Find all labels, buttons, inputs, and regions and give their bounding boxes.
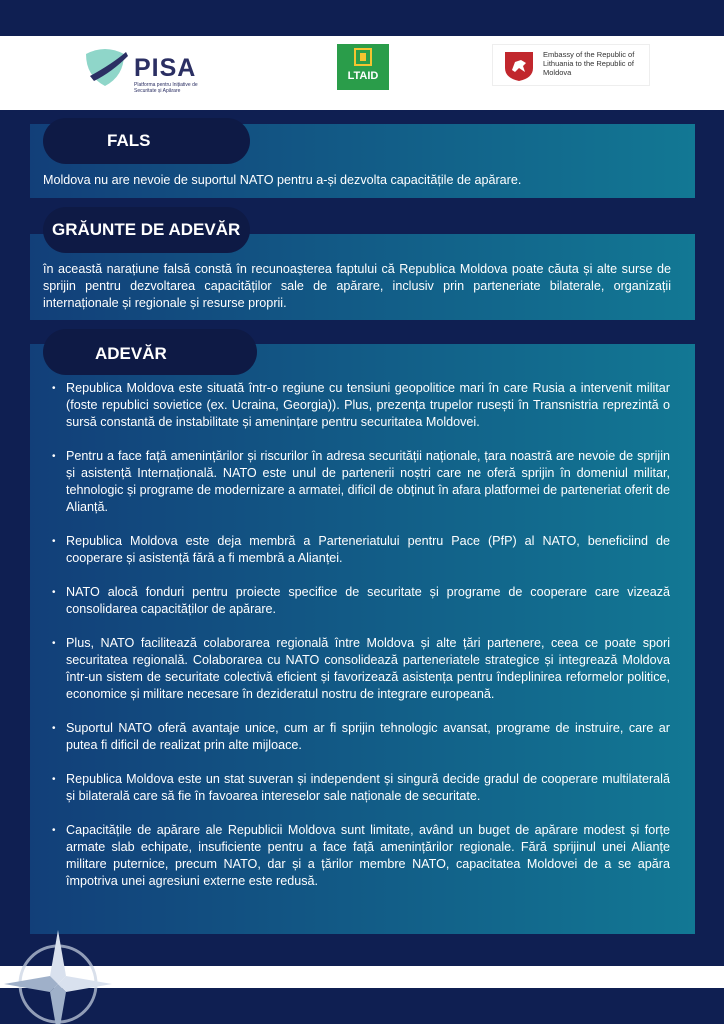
ltaid-name: LTAID bbox=[347, 70, 379, 82]
list-item bbox=[48, 822, 670, 890]
embassy-logo bbox=[492, 44, 650, 86]
header-logos bbox=[0, 36, 724, 110]
list-item-text: Plus, NATO facilitează colaborarea regională între Moldova și alte țări partenere, ceea ce poate spori securitatea regională. Colaborarea cu NATO consolidează parteneriatele strategice și integrează Moldova într-un sistem de securitate colectivă eficient și favorizează asistența pentru îndeplinirea reformelor politice, economice și militare necesare în dezideratul nostru de integrare europeană. bbox=[66, 636, 670, 701]
list-item-text: Capacitățile de apărare ale Republicii Moldova sunt limitate, având un buget de apărare modest și forțe armate slab echipate, insuficiente pentru a face față amenințărilor regionale. Fără sprijinul unei Alianțe militare puternice, precum NATO, dar și a țărilor membre NATO, capacitatea Moldovei de a se apăra împotriva unei agresiuni externe este redusă. bbox=[66, 823, 670, 888]
bullet-icon: • bbox=[52, 825, 56, 836]
bullet-icon: • bbox=[52, 723, 56, 734]
fals-heading: FALS bbox=[107, 131, 151, 150]
bullet-icon: • bbox=[52, 383, 56, 394]
lithuania-coat-of-arms-icon bbox=[503, 50, 535, 82]
list-item-text: Pentru a face față amenințărilor și riscurilor în adresa securității naționale, țara noastră are nevoie de sprijin și asistență Internațională. NATO este unul de partenerii noștri care ne oferă sprijin în domeniul militar, tehnologic și programe de modernizare a armatei, dificil de obținut în afara platformei de parteneriat oferit de Alianță. bbox=[66, 449, 670, 514]
fals-text: Moldova nu are nevoie de suportul NATO pentru a-și dezvolta capacitățile de apărare. bbox=[43, 173, 522, 187]
fals-heading-pill bbox=[43, 118, 250, 164]
graunte-heading: GRĂUNTE DE ADEVĂR bbox=[52, 220, 241, 239]
bullet-icon: • bbox=[52, 774, 56, 785]
adevar-heading: ADEVĂR bbox=[95, 344, 167, 363]
pisa-name: PISA bbox=[134, 54, 197, 82]
pisa-shield-icon bbox=[82, 46, 128, 88]
list-item-text: Republica Moldova este situată într-o regiune cu tensiuni geopolitice mari în care Rusia a intervenit militar (foste republici sovietice (ex. Ucraina, Georgia)). Plus, prezența trupelor rusești în Transnistria reprezintă o sursă constantă de instabilitate și amenințare pentru securitatea Moldovei. bbox=[66, 381, 670, 429]
ltaid-emblem-icon bbox=[354, 48, 372, 66]
list-item-text: Suportul NATO oferă avantaje unice, cum ar fi sprijin tehnologic avansat, programe de instruire, care ar putea fi dificil de realizat prin alte mijloace. bbox=[66, 721, 670, 752]
list-item bbox=[48, 720, 670, 754]
list-item bbox=[48, 635, 670, 703]
list-item bbox=[48, 533, 670, 567]
pisa-subtitle: Platforma pentru Inițiative de Securitate și Apărare bbox=[134, 82, 198, 94]
bullet-icon: • bbox=[52, 451, 56, 462]
list-item-text: Republica Moldova este deja membră a Parteneriatului pentru Pace (PfP) al NATO, beneficiind de cooperare și asistență fără a fi membră a Alianței. bbox=[66, 534, 670, 565]
embassy-name: Embassy of the Republic of Lithuania to the Republic of Moldova bbox=[543, 50, 635, 77]
list-item bbox=[48, 584, 670, 618]
ltaid-logo bbox=[337, 44, 389, 90]
list-item bbox=[48, 380, 670, 431]
nato-compass-star-icon bbox=[0, 920, 130, 1024]
adevar-heading-pill bbox=[43, 329, 257, 375]
bullet-icon: • bbox=[52, 587, 56, 598]
pisa-logo bbox=[82, 44, 202, 102]
bullet-icon: • bbox=[52, 536, 56, 547]
graunte-heading-pill bbox=[43, 207, 250, 253]
graunte-text: în această narațiune falsă constă în recunoașterea faptului că Republica Moldova poate căuta și alte surse de sprijin pentru dezvoltarea capacităților sale de apărare, inclusiv prin parteneriate bilaterale, organizații internaționale și regionale și resurse proprii. bbox=[43, 262, 671, 310]
list-item bbox=[48, 448, 670, 516]
list-item bbox=[48, 771, 670, 805]
list-item-text: Republica Moldova este un stat suveran și independent și singură decide gradul de cooperare multilaterală și bilaterală care să fie în favoarea intereselor sale naționale de securitate. bbox=[66, 772, 670, 803]
bullet-icon: • bbox=[52, 638, 56, 649]
adevar-list bbox=[48, 380, 670, 907]
list-item-text: NATO alocă fonduri pentru proiecte specifice de securitate și programe de cooperare care vizează consolidarea capacităților de apărare. bbox=[66, 585, 670, 616]
